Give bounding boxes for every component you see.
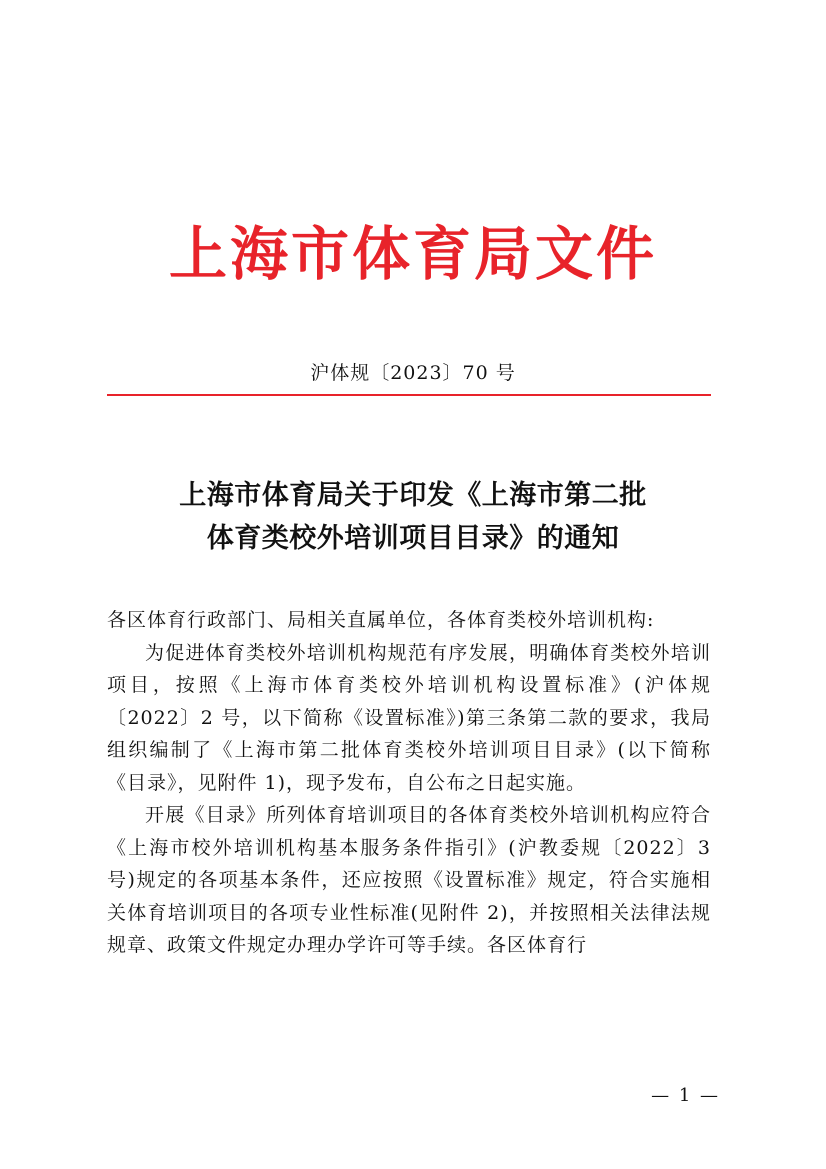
- red-divider-line: [107, 394, 711, 396]
- body-paragraph-1: 为促进体育类校外培训机构规范有序发展，明确体育类校外培训项目，按照《上海市体育类校外培训机构设置标准》(沪体规〔2022〕2 号，以下简称《设置标准》)第三条第二款的要求，我局组织编制了《上海市第二批体育类校外培训项目目录》(以下简称《目录》，见附件 1)，现予发布，自公布之日起实施。: [107, 641, 711, 794]
- notice-body: [107, 604, 711, 962]
- notice-title-line-1: 上海市体育局关于印发《上海市第二批: [179, 480, 647, 511]
- salutation: 各区体育行政部门、局相关直属单位，各体育类校外培训机构:: [107, 609, 655, 631]
- page-number: — 1 —: [651, 1085, 720, 1106]
- document-number: 沪体规〔2023〕70 号: [310, 362, 516, 384]
- notice-title-line-2: 体育类校外培训项目目录》的通知: [206, 523, 620, 554]
- notice-title: [60, 474, 766, 560]
- body-paragraph-2: 开展《目录》所列体育培训项目的各体育类校外培训机构应符合《上海市校外培训机构基本服务条件指引》(沪教委规〔2022〕3 号)规定的各项基本条件，还应按照《设置标准》规定，符合实施相关体育培训项目的各项专业性标准(见附件 2)，并按照相关法律法规规章、政策文件规定办理办学许可等手续。各区体育行: [107, 804, 711, 956]
- issuer-header-title: 上海市体育局文件: [168, 220, 657, 288]
